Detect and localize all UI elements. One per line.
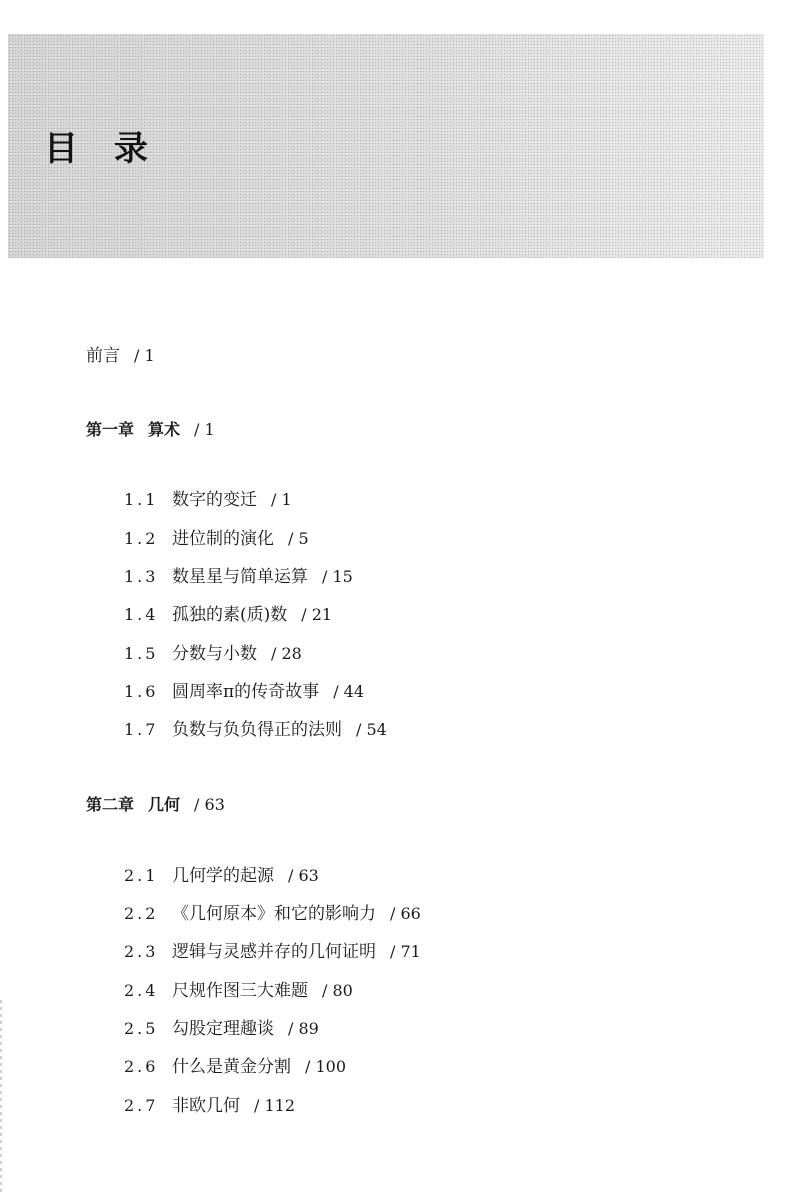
- section-page: / 71: [390, 942, 421, 961]
- section-number: 2.5: [124, 1019, 159, 1038]
- toc-entry-page: / 1: [134, 346, 155, 365]
- section-number: 1.3: [124, 567, 159, 586]
- section-title: 进位制的演化: [172, 529, 274, 549]
- section-number: 2.2: [124, 904, 159, 923]
- section-title: 《几何原本》和它的影响力: [172, 904, 376, 924]
- section-title: 非欧几何: [172, 1096, 240, 1116]
- section-title: 负数与负负得正的法则: [172, 720, 342, 740]
- chapter-label: 第二章: [86, 795, 135, 814]
- toc-section-1-3[interactable]: [124, 563, 353, 591]
- toc-entry-title: 前言: [86, 346, 120, 366]
- chapter-title: 几何: [148, 795, 181, 814]
- section-number: 2.7: [124, 1096, 159, 1115]
- section-page: / 1: [271, 490, 292, 509]
- chapter-page: / 1: [194, 420, 215, 439]
- section-page: / 66: [390, 904, 421, 923]
- toc-section-1-5[interactable]: [124, 640, 302, 668]
- section-page: / 54: [356, 720, 387, 739]
- toc-section-2-7[interactable]: [124, 1092, 295, 1120]
- toc-section-1-4[interactable]: [124, 601, 332, 629]
- section-page: / 100: [305, 1057, 347, 1076]
- toc-section-1-7[interactable]: [124, 716, 387, 744]
- section-title: 数星星与简单运算: [172, 567, 308, 587]
- section-page: / 80: [322, 981, 353, 1000]
- section-number: 1.7: [124, 720, 159, 739]
- section-number: 2.3: [124, 942, 159, 961]
- toc-section-1-1[interactable]: [124, 486, 292, 514]
- chapter-label: 第一章: [86, 420, 135, 439]
- section-title: 圆周率π的传奇故事: [172, 682, 320, 702]
- section-page: / 44: [333, 682, 365, 701]
- toc-entry-preface[interactable]: [86, 342, 155, 370]
- section-title: 几何学的起源: [172, 866, 274, 886]
- toc-section-2-1[interactable]: [124, 862, 319, 890]
- section-title: 勾股定理趣谈: [172, 1019, 274, 1039]
- section-page: / 15: [322, 567, 353, 586]
- section-number: 1.2: [124, 529, 159, 548]
- section-number: 2.6: [124, 1057, 159, 1076]
- section-page: / 89: [288, 1019, 319, 1038]
- section-number: 1.1: [124, 490, 159, 509]
- section-title: 逻辑与灵感并存的几何证明: [172, 942, 376, 962]
- toc-section-2-3[interactable]: [124, 938, 421, 966]
- chapter-page: / 63: [194, 795, 225, 814]
- scan-edge: [0, 1000, 2, 1192]
- section-page: / 21: [301, 605, 333, 624]
- toc-section-2-4[interactable]: [124, 977, 353, 1005]
- page-title: 目 录: [44, 129, 160, 169]
- section-title: 数字的变迁: [172, 490, 257, 510]
- section-page: / 112: [254, 1096, 296, 1115]
- section-page: / 63: [288, 866, 319, 885]
- section-number: 1.4: [124, 605, 159, 624]
- toc-section-1-6[interactable]: [124, 678, 364, 706]
- chapter-title: 算术: [148, 420, 181, 439]
- toc-section-2-5[interactable]: [124, 1015, 319, 1043]
- section-title: 孤独的素(质)数: [172, 605, 288, 625]
- section-number: 2.1: [124, 866, 159, 885]
- toc-section-2-6[interactable]: [124, 1053, 346, 1081]
- section-number: 1.6: [124, 682, 159, 701]
- section-title: 什么是黄金分割: [172, 1057, 291, 1077]
- section-page: / 28: [271, 644, 302, 663]
- section-number: 1.5: [124, 644, 159, 663]
- toc-section-1-2[interactable]: [124, 525, 309, 553]
- section-title: 分数与小数: [172, 644, 257, 664]
- section-number: 2.4: [124, 981, 159, 1000]
- toc-section-2-2[interactable]: [124, 900, 421, 928]
- toc-chapter-2[interactable]: [86, 791, 225, 819]
- section-page: / 5: [288, 529, 309, 548]
- toc-chapter-1[interactable]: [86, 416, 215, 444]
- section-title: 尺规作图三大难题: [172, 981, 308, 1001]
